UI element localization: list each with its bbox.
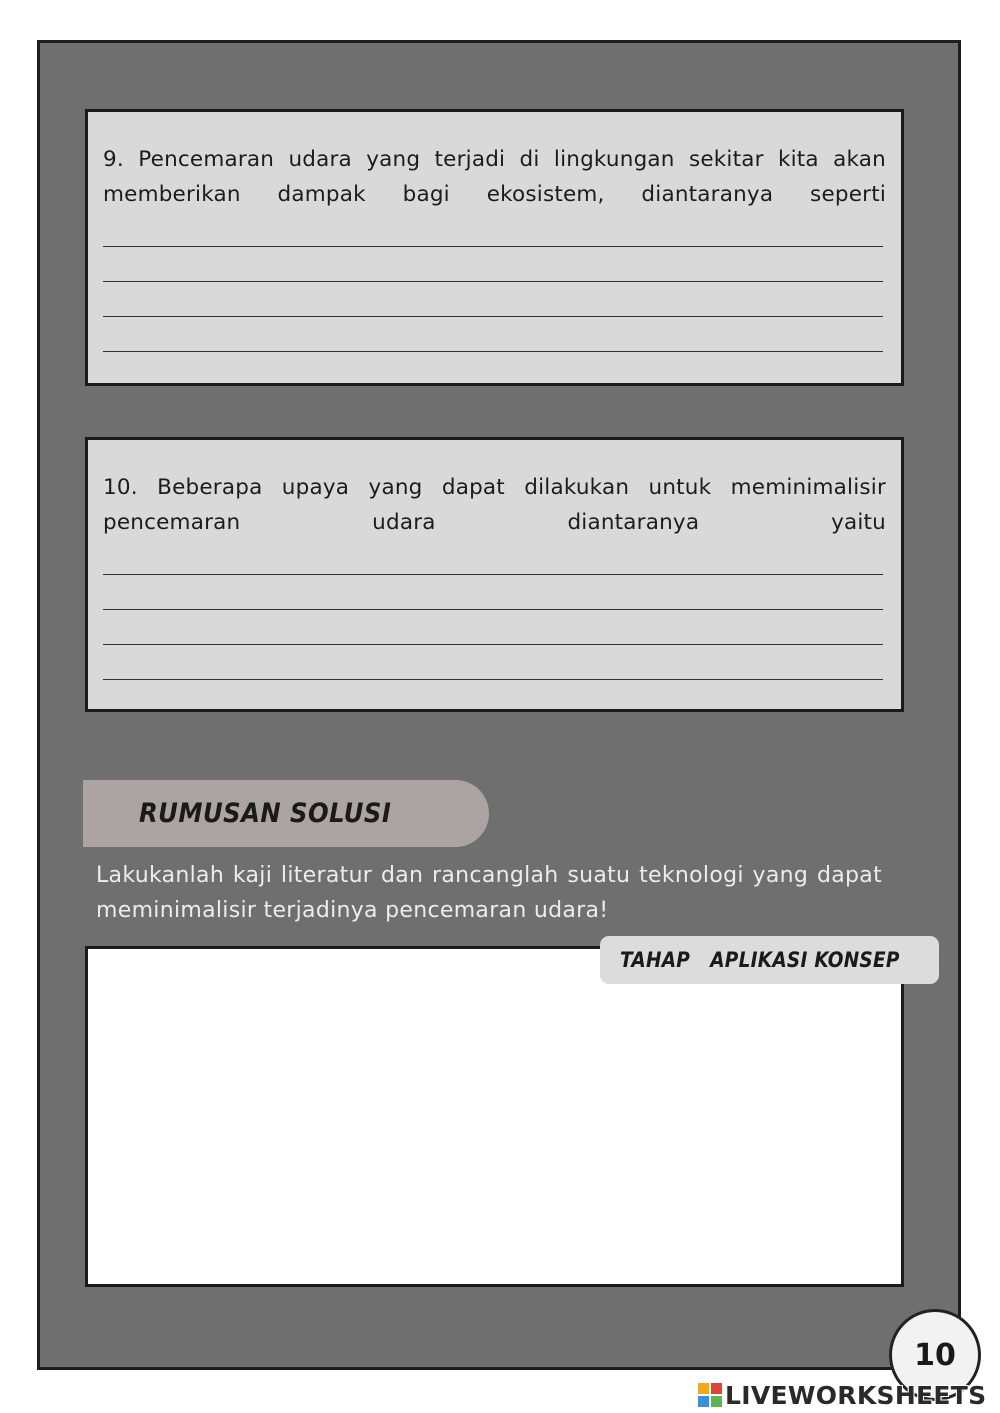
answer-line[interactable] xyxy=(103,645,883,680)
section-tab xyxy=(83,780,489,847)
page-number-text: 10 xyxy=(914,1337,956,1373)
answer-line[interactable] xyxy=(103,317,883,352)
solution-answer-box[interactable] xyxy=(85,946,904,1287)
question-10-text: 10. Beberapa upaya yang dapat dilakukan untuk meminimalisir pencemaran udara diantaranya yaitu xyxy=(103,475,886,535)
section-title: RUMUSAN SOLUSI xyxy=(139,798,392,829)
watermark xyxy=(698,1381,986,1409)
answer-line[interactable] xyxy=(103,282,883,317)
answer-line[interactable] xyxy=(103,247,883,282)
stage-badge-label: TAHAP APLIKASI KONSEP xyxy=(620,948,900,972)
question-9-box xyxy=(85,109,904,386)
liveworksheets-logo-icon xyxy=(698,1383,722,1407)
answer-line[interactable] xyxy=(103,540,883,575)
answer-line[interactable] xyxy=(103,212,883,247)
question-9-text: 9. Pencemaran udara yang terjadi di lingkungan sekitar kita akan memberikan dampak bagi ekosistem, diantaranya seperti xyxy=(103,147,886,207)
section-instruction: Lakukanlah kaji literatur dan rancanglah suatu teknologi yang dapat meminimalisir terjadinya pencemaran udara! xyxy=(96,863,882,923)
question-10-box xyxy=(85,437,904,712)
stage-badge xyxy=(600,936,939,984)
answer-line[interactable] xyxy=(103,575,883,610)
watermark-text: LIVEWORKSHEETS xyxy=(725,1380,987,1410)
answer-line[interactable] xyxy=(103,610,883,645)
